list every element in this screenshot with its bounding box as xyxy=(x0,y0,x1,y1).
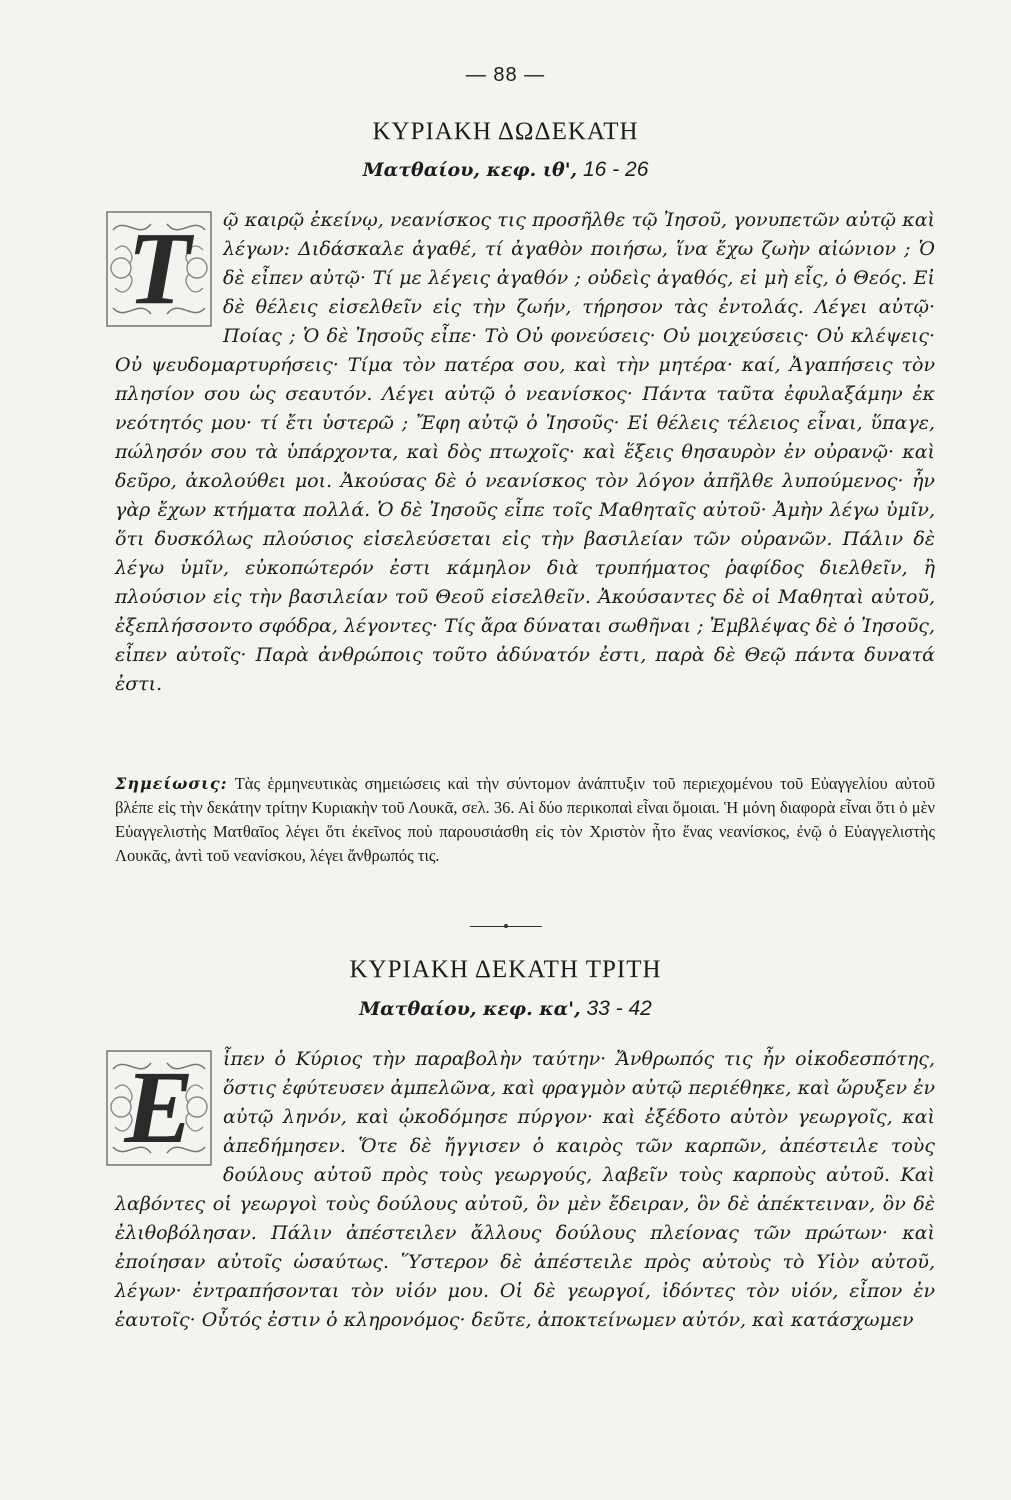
note-label: Σημείωσις: xyxy=(115,774,228,793)
ornamental-initial xyxy=(105,1049,213,1167)
section-source xyxy=(0,997,1011,1021)
section-title: ΚΥΡΙΑΚΗ ΔΩΔΕΚΑΤΗ xyxy=(372,118,639,145)
initial-letter: Τ xyxy=(127,211,191,326)
reading-text: ἶπεν ὁ Κύριος τὴν παραβολὴν ταύτην· Ἄνθρωπός τις ἦν οἰκοδεσπότης, ὅστις ἐφύτευσεν ἀμπελῶνα, καὶ φραγμὸν αὐτῷ περιέθηκε, καὶ ὤρυξεν ἐν αὐτῷ ληνόν, καὶ ᾠκοδόμησε πύργον· καὶ ἐξέδοτο αὐτὸν γεωργοῖς, καὶ ἀπεδήμησεν. Ὅτε δὲ ἤγγισεν ὁ καιρὸς τῶν καρπῶν, ἀπέστειλε τοὺς δούλους αὐτοῦ πρὸς τοὺς γεωργούς, λαβεῖν τοὺς καρποὺς αὐτοῦ. Καὶ λαβόντες οἱ γεωργοὶ τοὺς δούλους αὐτοῦ, ὃν μὲν ἔδειραν, ὃν δὲ ἀπέκτειναν, ὃν δὲ ἐλιθοβόλησαν. Πάλιν ἀπέστειλεν ἄλλους δούλους πλείονας τῶν πρώτων· καὶ ἐποίησαν αὐτοῖς ὡσαύτως. Ὕστερον δὲ ἀπέστειλε πρὸς αὐτοὺς τὸ Υἱὸν αὐτοῦ, λέγων· ἐντραπήσονται τὸν υἱόν μου. Οἱ δὲ γεωργοί, ἰδόντες τὸν υἱόν, εἶπον ἐν ἑαυτοῖς· Οὗτός ἐστιν ὁ κληρονόμος· δεῦτε, ἀποκτείνωμεν αὐτόν, καὶ κατάσχωμεν xyxy=(115,1048,935,1331)
commentary-note xyxy=(115,772,935,868)
section-source xyxy=(0,158,1011,182)
verse-range: 16 - 26 xyxy=(577,158,649,181)
initial-letter: Ε xyxy=(124,1050,194,1165)
gospel-reading xyxy=(115,1045,935,1335)
page-number: — 88 — xyxy=(465,64,546,86)
source-reference: Ματθαίου, κεφ. κα', xyxy=(359,998,581,1020)
note-text: Τὰς ἑρμηνευτικὰς σημειώσεις καὶ τὴν σύντομον ἀνάπτυξιν τοῦ περιεχομένου τοῦ Εὐαγγελίου αὐτοῦ βλέπε εἰς τὴν δεκάτην τρίτην Κυριακὴν τοῦ Λουκᾶ, σελ. 36. Αἱ δύο περικοπαὶ εἶναι ὅμοιαι. Ἡ μόνη διαφορὰ εἶναι ὅτι ὁ μὲν Εὐαγγελιστὴς Ματθαῖος λέγει ὅτι ἐκεῖνος ποὺ παρουσιάσθη εἰς τὸν Χριστὸν ἦτο ἕνας νεανίσκος, ἐνῷ ὁ Εὐαγγελιστὴς Λουκᾶς, ἀντὶ τοῦ νεανίσκου, λέγει ἄνθρωπός τις. xyxy=(115,774,935,865)
section-title: ΚΥΡΙΑΚΗ ΔΕΚΑΤΗ ΤΡΙΤΗ xyxy=(349,956,662,983)
gospel-reading xyxy=(115,206,935,699)
ornamental-initial xyxy=(105,210,213,328)
reading-text: ῷ καιρῷ ἐκείνῳ, νεανίσκος τις προσῆλθε τῷ Ἰησοῦ, γονυπετῶν αὐτῷ καὶ λέγων: Διδάσκαλε ἀγαθέ, τί ἀγαθὸν ποιήσω, ἵνα ἔχω ζωὴν αἰώνιον ; Ὁ δὲ εἶπεν αὐτῷ· Τί με λέγεις ἀγαθόν ; οὐδεὶς ἀγαθός, εἰ μὴ εἷς, ὁ Θεός. Εἰ δὲ θέλεις εἰσελθεῖν εἰς τὴν ζωήν, τήρησον τὰς ἐντολάς. Λέγει αὐτῷ· Ποίας ; Ὁ δὲ Ἰησοῦς εἶπε· Τὸ Οὐ φονεύσεις· Οὐ μοιχεύσεις· Οὐ κλέψεις· Οὐ ψευδομαρτυρήσεις· Τίμα τὸν πατέρα σου, καὶ τὴν μητέρα· καί, Ἀγαπήσεις τὸν πλησίον σου ὡς σεαυτόν. Λέγει αὐτῷ ὁ νεανίσκος· Πάντα ταῦτα ἐφυλαξάμην ἐκ νεότητός μου· τί ἔτι ὑστερῶ ; Ἔφη αὐτῷ ὁ Ἰησοῦς· Εἰ θέλεις τέλειος εἶναι, ὕπαγε, πώλησόν σου τὰ ὑπάρχοντα, καὶ δὸς πτωχοῖς· καὶ ἕξεις θησαυρὸν ἐν οὐρανῷ· καὶ δεῦρο, ἀκολούθει μοι. Ἀκούσας δὲ ὁ νεανίσκος τὸν λόγον ἀπῆλθε λυπούμενος· ἦν γὰρ ἔχων κτήματα πολλά. Ὁ δὲ Ἰησοῦς εἶπε τοῖς Μαθηταῖς αὐτοῦ· Ἀμὴν λέγω ὑμῖν, ὅτι δυσκόλως πλούσιος εἰσελεύσεται εἰς τὴν βασιλείαν τῶν οὐρανῶν. Πάλιν δὲ λέγω ὑμῖν, εὐκοπώτερόν ἐστι κάμηλον διὰ τρυπήματος ῥαφίδος διελθεῖν, ἢ πλούσιον εἰς τὴν βασιλείαν τοῦ Θεοῦ εἰσελθεῖν. Ἀκούσαντες δὲ οἱ Μαθηταὶ αὐτοῦ, ἐξεπλήσσοντο σφόδρα, λέγοντες· Τίς ἄρα δύναται σωθῆναι ; Ἐμβλέψας δὲ ὁ Ἰησοῦς, εἶπεν αὐτοῖς· Παρὰ ἀνθρώποις τοῦτο ἀδύνατόν ἐστι, παρὰ δὲ Θεῷ πάντα δυνατά ἐστι. xyxy=(115,209,935,695)
verse-range: 33 - 42 xyxy=(580,997,652,1020)
section-divider xyxy=(470,926,542,927)
source-reference: Ματθαίου, κεφ. ιθ', xyxy=(362,159,578,181)
